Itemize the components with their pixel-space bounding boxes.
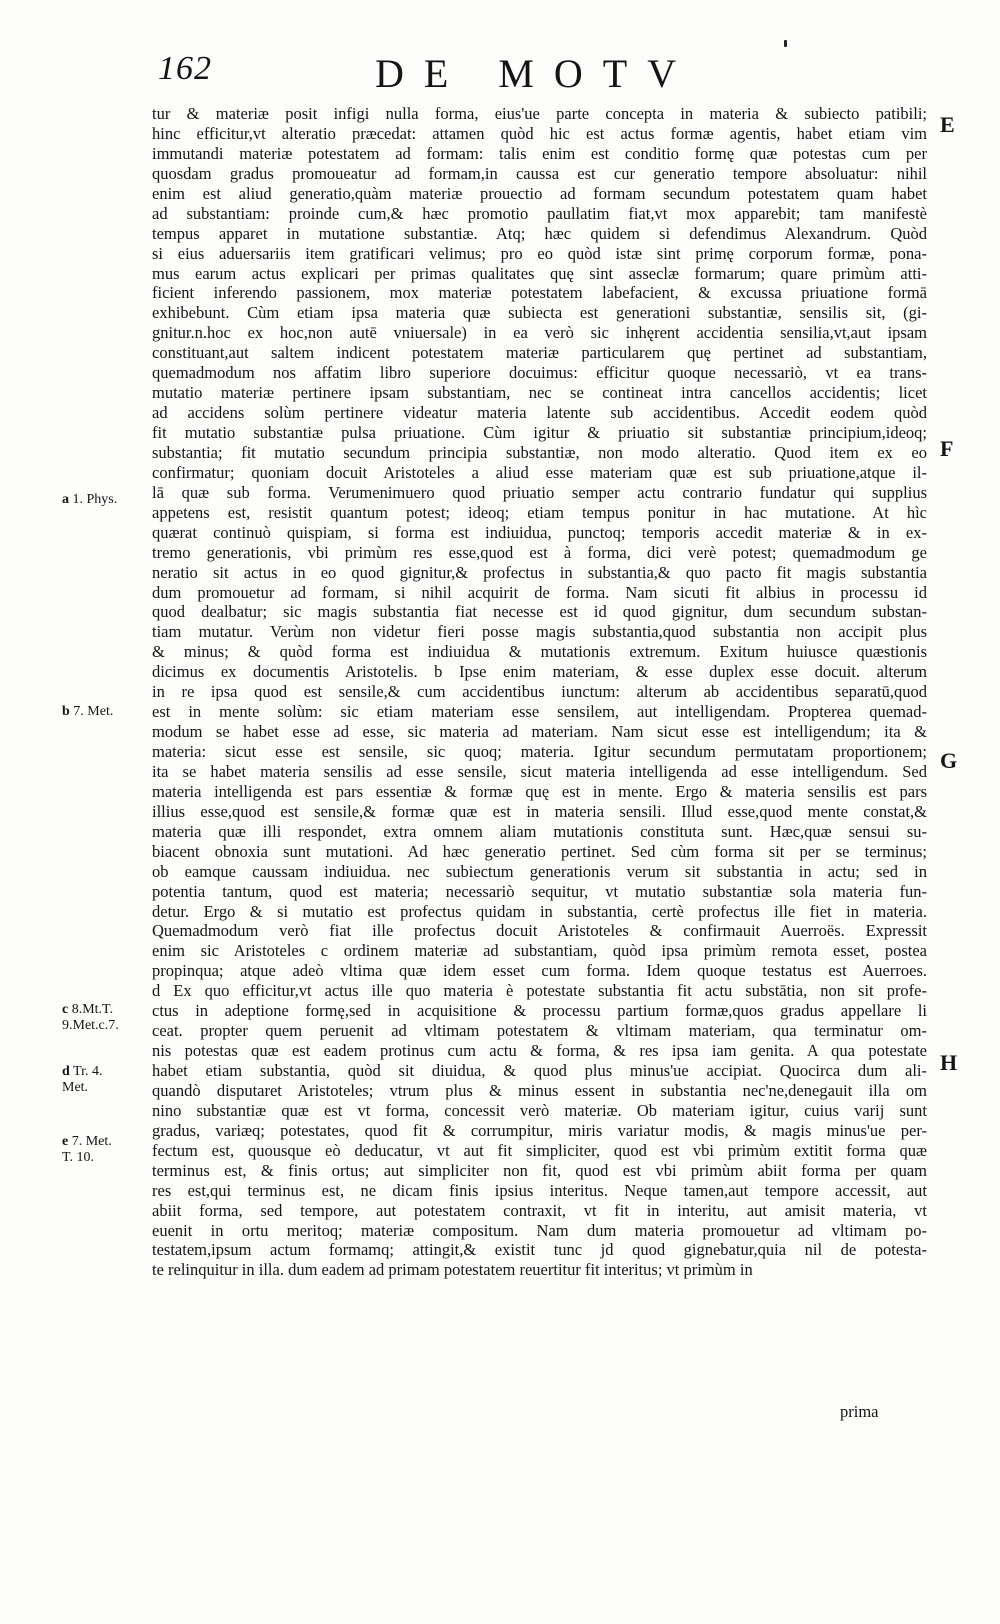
text-line: nino substantiæ quæ est vt forma, concessit verò materiæ. Ob materiam igitur, cuius varij sunt (152, 1100, 927, 1120)
margin-note-marker: a (62, 492, 69, 507)
text-line: substantia; fit mutatio secundum principia substantiæ, non modo alteratio. Quod item ex eo (152, 442, 927, 462)
running-title: DE MOTV (375, 51, 697, 96)
ink-speck (784, 40, 787, 47)
text-line: terminus est, & finis ortus; aut simpliciter non fit, quod est vbi primùm abiit forma per quam (152, 1160, 927, 1180)
section-letter: H (940, 1050, 958, 1075)
text-line: quosdam gradus promoueatur ad formam,in caussa est cur generatio tempore absoluatur: nihil (152, 163, 927, 183)
text-line: testatem,ipsum actum formamq; attingit,& existit tunc jd quod gignebatur,quia nil de potesta- (152, 1240, 927, 1260)
catchword: prima (840, 1402, 879, 1421)
margin-note-marker: e (62, 1134, 69, 1149)
text-line: modum se habet esse ad esse, sic materia ad materiam. Nam sicut esse est intelligendum; ita & (152, 722, 927, 742)
margin-note (62, 704, 152, 720)
text-line: illius esse,quod est sensile,& formæ quæ est in materia sensili. Illud esse,quod mente constat,& (152, 801, 927, 821)
text-line: ctus in adeptione formę,sed in acquisitione & processu partium formæ,quos gradus appellare li (152, 1001, 927, 1021)
text-line: ficient inferendo passionem, mox materiæ potestatem labefacient, & excussa priuatione formā (152, 283, 927, 303)
text-line: detur. Ergo & si mutatio est profectus quidam in substantia, certè profectus ille fiet in materia. (152, 901, 927, 921)
text-line: potentia tantum, quod est materia; necessariò sequitur, vt mutatio substantiæ sola materia fun- (152, 881, 927, 901)
margin-note (62, 1064, 152, 1096)
text-line: immutandi materiæ potestatem ad formam: talis enim est conditio formę quæ potestas cum per (152, 143, 927, 163)
body-text (152, 104, 927, 1280)
text-line: materia quæ illi respondet, extra omnem aliam mutationis constituta sunt. Hæc,quæ sensui su- (152, 821, 927, 841)
margin-note (62, 492, 152, 508)
text-line: tiam mutatur. Verùm non videtur fieri posse magis substantia,quod substantia non accipit plus (152, 622, 927, 642)
text-line: abiit forma, sed tempore, aut potestatem contraxit, vt fit in interitu, aut amisit materia, vt (152, 1200, 927, 1220)
margin-note-text: 8.Mt.T. 9.Met.c.7. (62, 1002, 119, 1033)
text-line: habet etiam substantia, quòd sit diuidua, & quod plus minus'ue accipiat. Quocirca dum ali- (152, 1061, 927, 1080)
margin-note-marker: d (62, 1064, 70, 1079)
margin-note-marker: b (62, 704, 70, 719)
text-line: enim sic Aristoteles c ordinem materiæ ad substantiam, quòd ipsa primùm remota esset, postea (152, 941, 927, 961)
text-line: gradus, variæq; potestates, quod fit & corrumpitur, miris variatur modis, & magis minus'ue per- (152, 1120, 927, 1140)
margin-note-text: 1. Phys. (72, 492, 118, 507)
text-line: quemadmodum nos affatim libro superiore docuimus: efficitur quoque necessariò, vt ea trans- (152, 363, 927, 383)
text-line: confirmatur; quoniam docuit Aristoteles a aliud esse materiam quæ est sub priuatione,atque il- (152, 462, 927, 482)
section-letter: F (940, 436, 954, 461)
text-line: ad accidens solùm pertinere videatur materia latente sub accidentibus. Accedit eodem quòd (152, 403, 927, 423)
margin-note-marker: c (62, 1002, 69, 1017)
text-line: fectum est, quousque eò deducatur, vt aut fit simpliciter, quod est vbi primùm extitit forma quæ (152, 1140, 927, 1160)
margin-note (62, 1134, 152, 1166)
text-line: si eius aduersariis item gratificari velimus; pro eo quòd istæ sint primę corporum formæ, pona- (152, 243, 927, 263)
text-line: biacent obnoxia sunt mutationi. Ad hæc generatio pertinet. Sed cùm forma sit per se terminus; (152, 841, 927, 861)
margin-note (62, 1002, 152, 1034)
text-line: dum promouetur ad formam, si nihil acquirit de forma. Nam sicuti fit albius in processu id (152, 582, 927, 602)
text-line: quærat continuò quispiam, si forma est indiuidua, punctoq; temporis accedit materiæ & in ex- (152, 522, 927, 542)
text-line: nis potestas quæ est eadem protinus cum actu & forma, & res ipsa iam genita. A qua potestate (152, 1041, 927, 1061)
text-line: tremo generationis, vbi primùm res esse,quod est à forma, dici verè potest; quemadmodum ge (152, 542, 927, 562)
margin-note-text: 7. Met. (73, 704, 114, 719)
text-line: in re ipsa quod est sensile,& cum accidentibus iunctum: alterum ab accidentibus separatū,quod (152, 682, 927, 702)
text-line: est in mente solùm: sic etiam materiam esse sensilem, aut intelligendam. Propterea quemad- (152, 702, 927, 722)
text-line: gnitur.n.hoc ex hoc,non autē vniuersale) in ea verò sic inhęrent accidentia sensilia,vt,aut ipsam (152, 323, 927, 343)
text-line: mutatio materiæ pertinere ipsam substantiam, nec se contineat intra cancellos accidentis; licet (152, 383, 927, 403)
text-line: materia intelligenda est pars essentiæ & formæ quę est in mente. Ergo & materia sensilis est pars (152, 781, 927, 801)
text-line: quod dealbatur; sic magis substantia fiat necesse est id quod gignitur, dum secundum substan- (152, 602, 927, 622)
text-line: tur & materiæ posit infigi nulla forma, eius'ue parte concepta in materia & subiecto patibili; (152, 104, 927, 123)
text-line: res est,qui terminus est, ne dicam finis ipsius interitus. Neque tamen,aut tempore accessit, aut (152, 1180, 927, 1200)
text-line: materia: sicut esse est sensile, sic quoq; materia. Igitur secundum permutatam proportionem; (152, 742, 927, 761)
margin-note-text: 7. Met. T. 10. (62, 1134, 112, 1165)
text-line: te relinquitur in illa. dum eadem ad primam potestatem reuertitur fit interitus; vt primùm in (152, 1260, 753, 1280)
text-line: d Ex quo efficitur,vt actus ille quo materia è potestate substantia fit actu substātia, non sit profe- (152, 981, 927, 1001)
text-line: ita se habet materia sensilis ad esse sensile, sicut materia intelligenda ad esse intelligendum. Sed (152, 761, 927, 781)
text-line: fit mutatio substantiæ pulsa priuatione. Cùm igitur & priuatio sit substantiæ principium,ideoq; (152, 423, 927, 442)
text-line: hinc efficitur,vt alteratio præcedat: attamen quòd hic est actus formæ agentis, habet etiam vim (152, 123, 927, 143)
text-line: & minus; & quòd forma est indiuidua & mutationis extremum. Exitum huiusce quæstionis (152, 642, 927, 662)
text-line: ad substantiam: proinde cum,& hæc promotio paullatim fiat,vt mox apparebit; tam manifestè (152, 203, 927, 223)
text-line: dicimus ex documentis Aristotelis. b Ipse enim materiam, & esse duplex esse docuit. alterum (152, 662, 927, 682)
text-line: quandò disputaret Aristoteles; vtrum plus & minus essent in substantia nec'ne,denegauit illa om (152, 1080, 927, 1100)
text-line: exhibebunt. Cùm etiam ipsa materia quæ subiecta est generationi substantiæ, sensilis sit, (gi- (152, 303, 927, 323)
margin-note-text: Tr. 4. Met. (62, 1064, 103, 1095)
text-line: neratio sit actus in eo quod gignitur,& profectus in substantia,& quo pacto fit magis substantia (152, 562, 927, 582)
text-line: tempus apparet in mutatione substantiæ. Atq; hæc quidem si defendimus Alexandrum. Quòd (152, 223, 927, 243)
text-line: enim est aliud generatio,quàm materiæ prouectio ad formam secundum potestatem quam habet (152, 183, 927, 203)
text-line: propinqua; atque adeò vltima quæ idem esset cum forma. Idem quoque testatus est Auerroes. (152, 961, 927, 981)
section-letter: E (940, 112, 955, 137)
section-letter: G (940, 748, 958, 773)
text-line: appetens est, resistit quantum potest; ideoq; etiam tempus ponitur in hac mutatione. At hìc (152, 502, 927, 522)
text-line: lā quæ sub forma. Verumenimuero quod priuatio semper actu contrario fundatur qui supplius (152, 482, 927, 502)
text-line: mus earum actus explicari per primas qualitates quę sint asseclæ formarum; quare primùm atti- (152, 263, 927, 283)
text-line: ceat. propter quem peruenit ad vltimam potestatem & vltimam materiam, qua terminatur om- (152, 1021, 927, 1041)
text-line: euenit in ortu meritoq; materiæ compositum. Nam dum materia promouetur ad vltimam po- (152, 1220, 927, 1240)
text-line: Quemadmodum verò fiat ille profectus docuit Aristoteles & confirmauit Auerroës. Expressit (152, 921, 927, 941)
text-line: constituant,aut saltem indicent potestatem materiæ particularem quę pertinet ad substantiam, (152, 343, 927, 363)
page-number: 162 (158, 50, 212, 87)
text-line: ob eamque caussam indiuidua. nec subiectum generationis verum sit substantia in actu; sed in (152, 861, 927, 881)
